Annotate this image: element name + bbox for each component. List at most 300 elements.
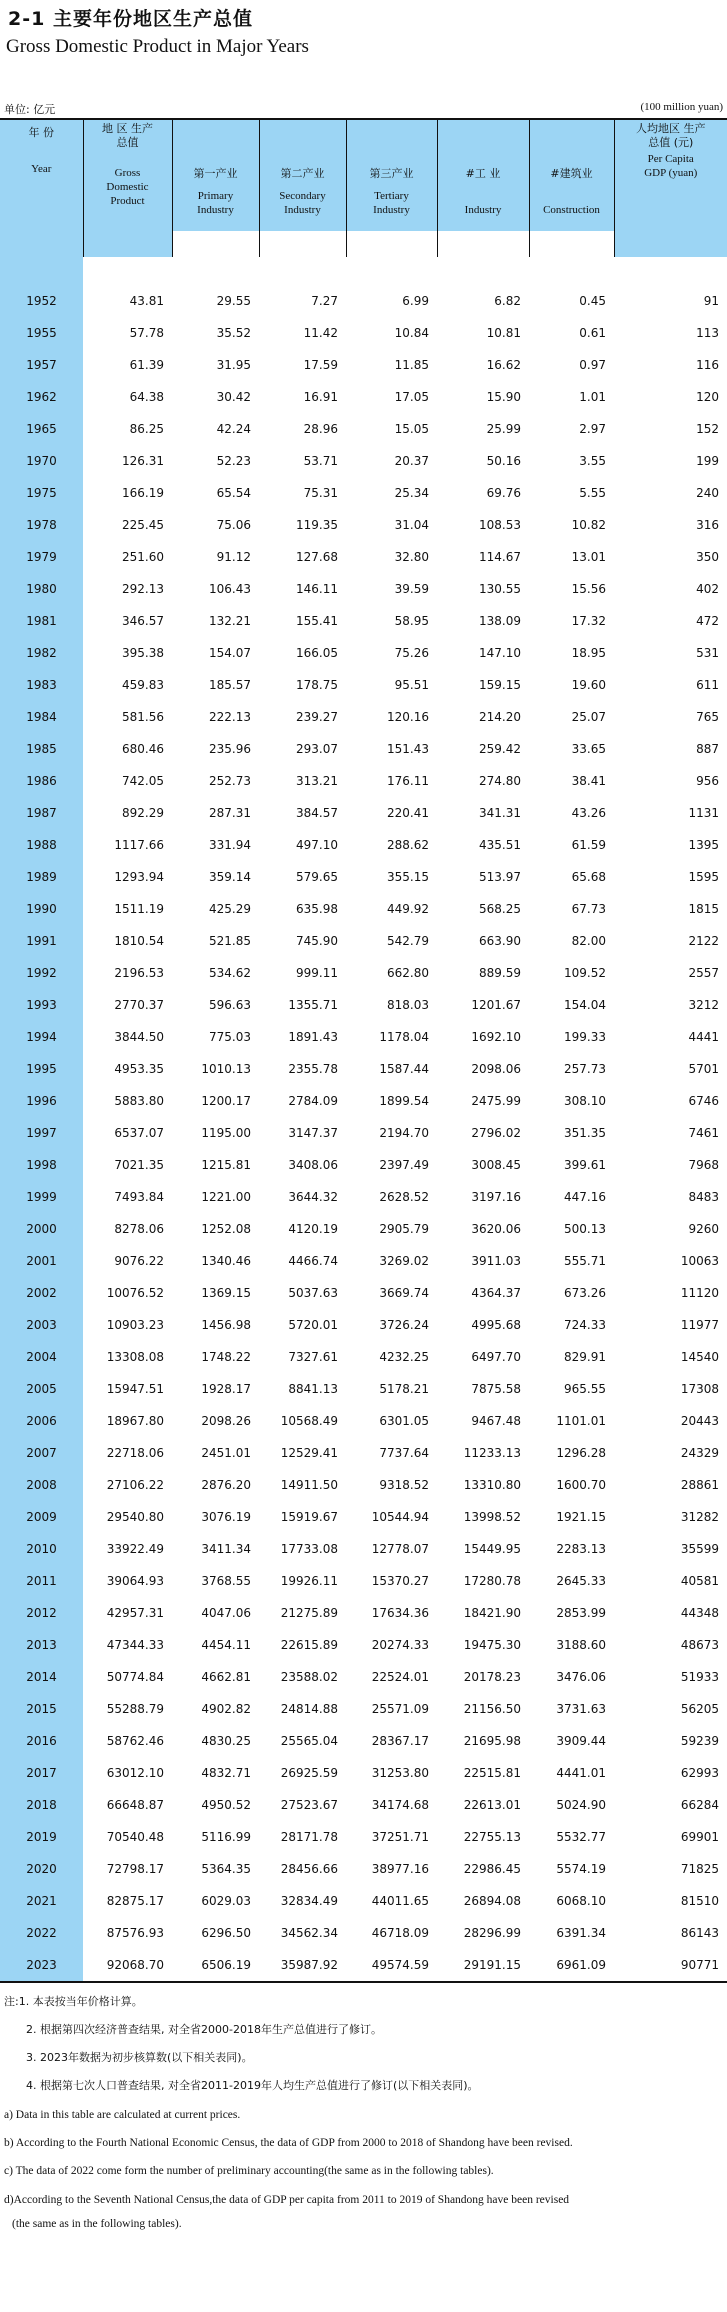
table-title-chinese: 2-1 主要年份地区生产总值 xyxy=(8,8,253,30)
table-row xyxy=(0,1181,727,1213)
primary-cell: 5364.35 xyxy=(201,1862,251,1876)
industry-cell: 22986.45 xyxy=(463,1862,521,1876)
per-capita-cell: 24329 xyxy=(680,1446,719,1460)
industry-cell: 13998.52 xyxy=(463,1510,521,1524)
per-capita-cell: 20443 xyxy=(680,1414,719,1428)
industry-cell: 7875.58 xyxy=(471,1382,521,1396)
gdp-cell: 10076.52 xyxy=(106,1286,164,1300)
year-cell: 2008 xyxy=(0,1469,83,1501)
table-row xyxy=(0,509,727,541)
per-capita-cell: 152 xyxy=(696,422,719,436)
year-cell: 1991 xyxy=(0,925,83,957)
tertiary-cell: 662.80 xyxy=(387,966,429,980)
table-row xyxy=(0,829,727,861)
secondary-cell: 146.11 xyxy=(296,582,338,596)
tertiary-cell: 22524.01 xyxy=(371,1670,429,1684)
year-cell: 2009 xyxy=(0,1501,83,1533)
secondary-cell: 34562.34 xyxy=(280,1926,338,1940)
year-cell: 1975 xyxy=(0,477,83,509)
table-row xyxy=(0,1245,727,1277)
year-cell: 2022 xyxy=(0,1917,83,1949)
year-cell: 1988 xyxy=(0,829,83,861)
secondary-cell: 2355.78 xyxy=(288,1062,338,1076)
industry-cell: 4995.68 xyxy=(471,1318,521,1332)
industry-cell: 663.90 xyxy=(479,934,521,948)
table-row xyxy=(0,669,727,701)
table-row xyxy=(0,957,727,989)
construction-cell: 724.33 xyxy=(564,1318,606,1332)
gdp-cell: 43.81 xyxy=(129,294,164,308)
tertiary-cell: 38977.16 xyxy=(371,1862,429,1876)
table-row xyxy=(0,445,727,477)
primary-cell: 359.14 xyxy=(209,870,251,884)
tertiary-cell: 120.16 xyxy=(387,710,429,724)
secondary-cell: 3147.37 xyxy=(288,1126,338,1140)
construction-cell: 1296.28 xyxy=(556,1446,606,1460)
table-row xyxy=(0,285,727,317)
gdp-cell: 742.05 xyxy=(122,774,164,788)
per-capita-cell: 199 xyxy=(696,454,719,468)
primary-cell: 222.13 xyxy=(209,710,251,724)
table-row xyxy=(0,1501,727,1533)
secondary-cell: 313.21 xyxy=(296,774,338,788)
secondary-cell: 127.68 xyxy=(296,550,338,564)
header-primary: 第一产业 Primary Industry xyxy=(172,149,259,232)
tertiary-cell: 31.04 xyxy=(394,518,429,532)
per-capita-cell: 9260 xyxy=(688,1222,719,1236)
construction-cell: 10.82 xyxy=(571,518,606,532)
year-cell: 1985 xyxy=(0,733,83,765)
table-row xyxy=(0,317,727,349)
year-cell: 2012 xyxy=(0,1597,83,1629)
per-capita-cell: 7461 xyxy=(688,1126,719,1140)
primary-cell: 775.03 xyxy=(209,1030,251,1044)
construction-cell: 1921.15 xyxy=(556,1510,606,1524)
header-year: 年 份 Year xyxy=(0,120,83,257)
construction-cell: 199.33 xyxy=(564,1030,606,1044)
construction-cell: 965.55 xyxy=(564,1382,606,1396)
table-row xyxy=(0,413,727,445)
tertiary-cell: 151.43 xyxy=(387,742,429,756)
gdp-cell: 892.29 xyxy=(122,806,164,820)
secondary-cell: 5037.63 xyxy=(288,1286,338,1300)
year-cell: 1987 xyxy=(0,797,83,829)
tertiary-cell: 25.34 xyxy=(394,486,429,500)
note-3-cn: 3. 2023年数据为初步核算数(以下相关表同)。 xyxy=(26,2051,253,2064)
gdp-cell: 5883.80 xyxy=(114,1094,164,1108)
gdp-cell: 47344.33 xyxy=(106,1638,164,1652)
table-row xyxy=(0,1341,727,1373)
industry-cell: 2098.06 xyxy=(471,1062,521,1076)
note-b-en: b) According to the Fourth National Economic Census, the data of GDP from 2000 to 2018 of Shandong have been revised. xyxy=(4,2137,573,2149)
year-cell: 1980 xyxy=(0,573,83,605)
industry-cell: 26894.08 xyxy=(463,1894,521,1908)
tertiary-cell: 12778.07 xyxy=(371,1542,429,1556)
gdp-cell: 1810.54 xyxy=(114,934,164,948)
construction-cell: 61.59 xyxy=(571,838,606,852)
secondary-cell: 745.90 xyxy=(296,934,338,948)
gdp-cell: 57.78 xyxy=(129,326,164,340)
year-cell: 2013 xyxy=(0,1629,83,1661)
per-capita-cell: 44348 xyxy=(680,1606,719,1620)
tertiary-cell: 15.05 xyxy=(394,422,429,436)
unit-label-english: (100 million yuan) xyxy=(640,101,723,113)
note-d-en-continued: (the same as in the following tables). xyxy=(12,2218,182,2230)
secondary-cell: 21275.89 xyxy=(280,1606,338,1620)
per-capita-cell: 7968 xyxy=(688,1158,719,1172)
tertiary-cell: 2397.49 xyxy=(379,1158,429,1172)
per-capita-cell: 8483 xyxy=(688,1190,719,1204)
tertiary-cell: 288.62 xyxy=(387,838,429,852)
year-cell: 1989 xyxy=(0,861,83,893)
per-capita-cell: 611 xyxy=(696,678,719,692)
industry-cell: 147.10 xyxy=(479,646,521,660)
tertiary-cell: 49574.59 xyxy=(371,1958,429,1972)
gdp-cell: 459.83 xyxy=(122,678,164,692)
industry-cell: 4364.37 xyxy=(471,1286,521,1300)
per-capita-cell: 887 xyxy=(696,742,719,756)
primary-cell: 75.06 xyxy=(216,518,251,532)
primary-cell: 235.96 xyxy=(209,742,251,756)
table-row xyxy=(0,1469,727,1501)
gdp-cell: 61.39 xyxy=(129,358,164,372)
table-row xyxy=(0,989,727,1021)
gdp-cell: 2770.37 xyxy=(114,998,164,1012)
year-cell: 2001 xyxy=(0,1245,83,1277)
primary-cell: 29.55 xyxy=(216,294,251,308)
note-2-cn: 2. 根据第四次经济普查结果, 对全省2000-2018年生产总值进行了修订。 xyxy=(26,2023,382,2036)
table-row xyxy=(0,1085,727,1117)
industry-cell: 274.80 xyxy=(479,774,521,788)
gdp-cell: 70540.48 xyxy=(106,1830,164,1844)
industry-cell: 69.76 xyxy=(486,486,521,500)
industry-cell: 3911.03 xyxy=(471,1254,521,1268)
primary-cell: 1369.15 xyxy=(201,1286,251,1300)
construction-cell: 1600.70 xyxy=(556,1478,606,1492)
industry-cell: 568.25 xyxy=(479,902,521,916)
construction-cell: 0.61 xyxy=(579,326,606,340)
per-capita-cell: 35599 xyxy=(680,1542,719,1556)
year-cell: 2003 xyxy=(0,1309,83,1341)
industry-cell: 889.59 xyxy=(479,966,521,980)
year-cell: 1978 xyxy=(0,509,83,541)
tertiary-cell: 20.37 xyxy=(394,454,429,468)
construction-cell: 5532.77 xyxy=(556,1830,606,1844)
construction-cell: 2283.13 xyxy=(556,1542,606,1556)
table-row xyxy=(0,477,727,509)
tertiary-cell: 6301.05 xyxy=(379,1414,429,1428)
primary-cell: 331.94 xyxy=(209,838,251,852)
year-cell: 1955 xyxy=(0,317,83,349)
year-cell: 1952 xyxy=(0,285,83,317)
secondary-cell: 28.96 xyxy=(303,422,338,436)
tertiary-cell: 7737.64 xyxy=(379,1446,429,1460)
industry-cell: 2475.99 xyxy=(471,1094,521,1108)
primary-cell: 521.85 xyxy=(209,934,251,948)
tertiary-cell: 11.85 xyxy=(394,358,429,372)
table-row xyxy=(0,349,727,381)
tertiary-cell: 3269.02 xyxy=(379,1254,429,1268)
primary-cell: 4832.71 xyxy=(201,1766,251,1780)
primary-cell: 1340.46 xyxy=(201,1254,251,1268)
primary-cell: 287.31 xyxy=(209,806,251,820)
construction-cell: 351.35 xyxy=(564,1126,606,1140)
industry-cell: 3197.16 xyxy=(471,1190,521,1204)
note-c-en: c) The data of 2022 come form the number of preliminary accounting(the same as in the following tables). xyxy=(4,2165,494,2177)
industry-cell: 108.53 xyxy=(479,518,521,532)
tertiary-cell: 58.95 xyxy=(394,614,429,628)
gdp-cell: 395.38 xyxy=(122,646,164,660)
primary-cell: 30.42 xyxy=(216,390,251,404)
secondary-cell: 28456.66 xyxy=(280,1862,338,1876)
secondary-cell: 24814.88 xyxy=(280,1702,338,1716)
gdp-cell: 581.56 xyxy=(122,710,164,724)
secondary-cell: 17733.08 xyxy=(280,1542,338,1556)
gdp-cell: 1293.94 xyxy=(114,870,164,884)
tertiary-cell: 28367.17 xyxy=(371,1734,429,1748)
tertiary-cell: 4232.25 xyxy=(379,1350,429,1364)
secondary-cell: 1891.43 xyxy=(288,1030,338,1044)
construction-cell: 65.68 xyxy=(571,870,606,884)
industry-cell: 22515.81 xyxy=(463,1766,521,1780)
construction-cell: 3909.44 xyxy=(556,1734,606,1748)
construction-cell: 447.16 xyxy=(564,1190,606,1204)
primary-cell: 6029.03 xyxy=(201,1894,251,1908)
per-capita-cell: 10063 xyxy=(680,1254,719,1268)
primary-cell: 4902.82 xyxy=(201,1702,251,1716)
per-capita-cell: 402 xyxy=(696,582,719,596)
tertiary-cell: 17.05 xyxy=(394,390,429,404)
gdp-cell: 82875.17 xyxy=(106,1894,164,1908)
gdp-cell: 7493.84 xyxy=(114,1190,164,1204)
construction-cell: 673.26 xyxy=(564,1286,606,1300)
year-column-spacer xyxy=(0,257,83,285)
tertiary-cell: 32.80 xyxy=(394,550,429,564)
year-cell: 1993 xyxy=(0,989,83,1021)
gdp-cell: 27106.22 xyxy=(106,1478,164,1492)
industry-cell: 22755.13 xyxy=(463,1830,521,1844)
table-row xyxy=(0,381,727,413)
secondary-cell: 28171.78 xyxy=(280,1830,338,1844)
gdp-cell: 10903.23 xyxy=(106,1318,164,1332)
gdp-table xyxy=(0,120,727,1981)
table-row xyxy=(0,1757,727,1789)
table-row xyxy=(0,701,727,733)
tertiary-cell: 20274.33 xyxy=(371,1638,429,1652)
tertiary-cell: 10.84 xyxy=(394,326,429,340)
table-row xyxy=(0,1949,727,1981)
secondary-cell: 8841.13 xyxy=(288,1382,338,1396)
secondary-cell: 16.91 xyxy=(303,390,338,404)
industry-cell: 15449.95 xyxy=(463,1542,521,1556)
gdp-cell: 1511.19 xyxy=(114,902,164,916)
table-row xyxy=(0,925,727,957)
construction-cell: 38.41 xyxy=(571,774,606,788)
construction-cell: 3731.63 xyxy=(556,1702,606,1716)
table-row xyxy=(0,1629,727,1661)
construction-cell: 308.10 xyxy=(564,1094,606,1108)
tertiary-cell: 176.11 xyxy=(387,774,429,788)
year-cell: 1983 xyxy=(0,669,83,701)
construction-cell: 18.95 xyxy=(571,646,606,660)
table-row xyxy=(0,1309,727,1341)
industry-cell: 114.67 xyxy=(479,550,521,564)
secondary-cell: 1355.71 xyxy=(288,998,338,1012)
primary-cell: 4830.25 xyxy=(201,1734,251,1748)
industry-cell: 6497.70 xyxy=(471,1350,521,1364)
tertiary-cell: 15370.27 xyxy=(371,1574,429,1588)
construction-cell: 5024.90 xyxy=(556,1798,606,1812)
per-capita-cell: 2122 xyxy=(688,934,719,948)
header-per-capita: 人均地区 生产总值 (元) Per Capita GDP (yuan) xyxy=(614,120,727,257)
primary-cell: 534.62 xyxy=(209,966,251,980)
year-cell: 1994 xyxy=(0,1021,83,1053)
industry-cell: 19475.30 xyxy=(463,1638,521,1652)
gdp-cell: 2196.53 xyxy=(114,966,164,980)
primary-cell: 596.63 xyxy=(209,998,251,1012)
secondary-cell: 497.10 xyxy=(296,838,338,852)
tertiary-cell: 75.26 xyxy=(394,646,429,660)
gdp-cell: 92068.70 xyxy=(106,1958,164,1972)
gdp-cell: 166.19 xyxy=(122,486,164,500)
secondary-cell: 3408.06 xyxy=(288,1158,338,1172)
tertiary-cell: 3726.24 xyxy=(379,1318,429,1332)
table-row xyxy=(0,1117,727,1149)
construction-cell: 25.07 xyxy=(571,710,606,724)
tertiary-cell: 3669.74 xyxy=(379,1286,429,1300)
primary-cell: 6296.50 xyxy=(201,1926,251,1940)
secondary-cell: 35987.92 xyxy=(280,1958,338,1972)
year-cell: 1962 xyxy=(0,381,83,413)
tertiary-cell: 2905.79 xyxy=(379,1222,429,1236)
gdp-cell: 126.31 xyxy=(122,454,164,468)
per-capita-cell: 120 xyxy=(696,390,719,404)
header-tertiary: 第三产业 Tertiary Industry xyxy=(346,149,437,232)
note-4-cn: 4. 根据第七次人口普查结果, 对全省2011-2019年人均生产总值进行了修订(以下相关表同)。 xyxy=(26,2079,479,2092)
year-cell: 2015 xyxy=(0,1693,83,1725)
gdp-cell: 7021.35 xyxy=(114,1158,164,1172)
per-capita-cell: 4441 xyxy=(688,1030,719,1044)
construction-cell: 15.56 xyxy=(571,582,606,596)
primary-cell: 252.73 xyxy=(209,774,251,788)
secondary-cell: 32834.49 xyxy=(280,1894,338,1908)
construction-cell: 33.65 xyxy=(571,742,606,756)
year-cell: 1970 xyxy=(0,445,83,477)
year-cell: 1982 xyxy=(0,637,83,669)
industry-cell: 15.90 xyxy=(486,390,521,404)
gdp-cell: 225.45 xyxy=(122,518,164,532)
primary-cell: 2876.20 xyxy=(201,1478,251,1492)
note-1-cn: 注:1. 本表按当年价格计算。 xyxy=(4,1995,143,2008)
per-capita-cell: 1131 xyxy=(688,806,719,820)
secondary-cell: 22615.89 xyxy=(280,1638,338,1652)
year-cell: 1979 xyxy=(0,541,83,573)
year-cell: 2005 xyxy=(0,1373,83,1405)
primary-cell: 106.43 xyxy=(209,582,251,596)
table-row xyxy=(0,1533,727,1565)
year-cell: 1981 xyxy=(0,605,83,637)
secondary-cell: 178.75 xyxy=(296,678,338,692)
industry-cell: 159.15 xyxy=(479,678,521,692)
primary-cell: 154.07 xyxy=(209,646,251,660)
secondary-cell: 5720.01 xyxy=(288,1318,338,1332)
year-cell: 1996 xyxy=(0,1085,83,1117)
year-cell: 1999 xyxy=(0,1181,83,1213)
primary-cell: 185.57 xyxy=(209,678,251,692)
table-row xyxy=(0,1277,727,1309)
secondary-cell: 11.42 xyxy=(303,326,338,340)
gdp-cell: 50774.84 xyxy=(106,1670,164,1684)
year-cell: 1990 xyxy=(0,893,83,925)
per-capita-cell: 90771 xyxy=(680,1958,719,1972)
year-cell: 2000 xyxy=(0,1213,83,1245)
gdp-cell: 55288.79 xyxy=(106,1702,164,1716)
primary-cell: 3768.55 xyxy=(201,1574,251,1588)
gdp-cell: 1117.66 xyxy=(114,838,164,852)
per-capita-cell: 31282 xyxy=(680,1510,719,1524)
tertiary-cell: 31253.80 xyxy=(371,1766,429,1780)
industry-cell: 28296.99 xyxy=(463,1926,521,1940)
table-row xyxy=(0,1021,727,1053)
construction-cell: 0.45 xyxy=(579,294,606,308)
per-capita-cell: 240 xyxy=(696,486,719,500)
industry-cell: 21156.50 xyxy=(463,1702,521,1716)
construction-cell: 3476.06 xyxy=(556,1670,606,1684)
per-capita-cell: 56205 xyxy=(680,1702,719,1716)
header-industry: #工 业 Industry xyxy=(437,149,529,232)
table-row xyxy=(0,1213,727,1245)
per-capita-cell: 69901 xyxy=(680,1830,719,1844)
tertiary-cell: 37251.71 xyxy=(371,1830,429,1844)
year-cell: 2023 xyxy=(0,1949,83,1981)
table-row xyxy=(0,1917,727,1949)
per-capita-cell: 14540 xyxy=(680,1350,719,1364)
table-bottom-rule xyxy=(0,1981,727,1983)
year-cell: 1997 xyxy=(0,1117,83,1149)
primary-cell: 4454.11 xyxy=(201,1638,251,1652)
per-capita-cell: 86143 xyxy=(680,1926,719,1940)
primary-cell: 1221.00 xyxy=(201,1190,251,1204)
year-cell: 2018 xyxy=(0,1789,83,1821)
tertiary-cell: 449.92 xyxy=(387,902,429,916)
gdp-cell: 3844.50 xyxy=(114,1030,164,1044)
year-cell: 2007 xyxy=(0,1437,83,1469)
per-capita-cell: 3212 xyxy=(688,998,719,1012)
year-cell: 2016 xyxy=(0,1725,83,1757)
construction-cell: 82.00 xyxy=(571,934,606,948)
per-capita-cell: 531 xyxy=(696,646,719,660)
gdp-cell: 8278.06 xyxy=(114,1222,164,1236)
secondary-cell: 293.07 xyxy=(296,742,338,756)
row-spacer xyxy=(83,257,727,285)
industry-cell: 1692.10 xyxy=(471,1030,521,1044)
per-capita-cell: 472 xyxy=(696,614,719,628)
tertiary-cell: 44011.65 xyxy=(371,1894,429,1908)
secondary-cell: 384.57 xyxy=(296,806,338,820)
table-body xyxy=(0,257,727,1981)
secondary-cell: 4120.19 xyxy=(288,1222,338,1236)
primary-cell: 31.95 xyxy=(216,358,251,372)
construction-cell: 555.71 xyxy=(564,1254,606,1268)
secondary-cell: 579.65 xyxy=(296,870,338,884)
table-row xyxy=(0,733,727,765)
tertiary-cell: 542.79 xyxy=(387,934,429,948)
tertiary-cell: 9318.52 xyxy=(379,1478,429,1492)
secondary-cell: 14911.50 xyxy=(280,1478,338,1492)
industry-cell: 435.51 xyxy=(479,838,521,852)
table-row xyxy=(0,1661,727,1693)
gdp-cell: 39064.93 xyxy=(106,1574,164,1588)
